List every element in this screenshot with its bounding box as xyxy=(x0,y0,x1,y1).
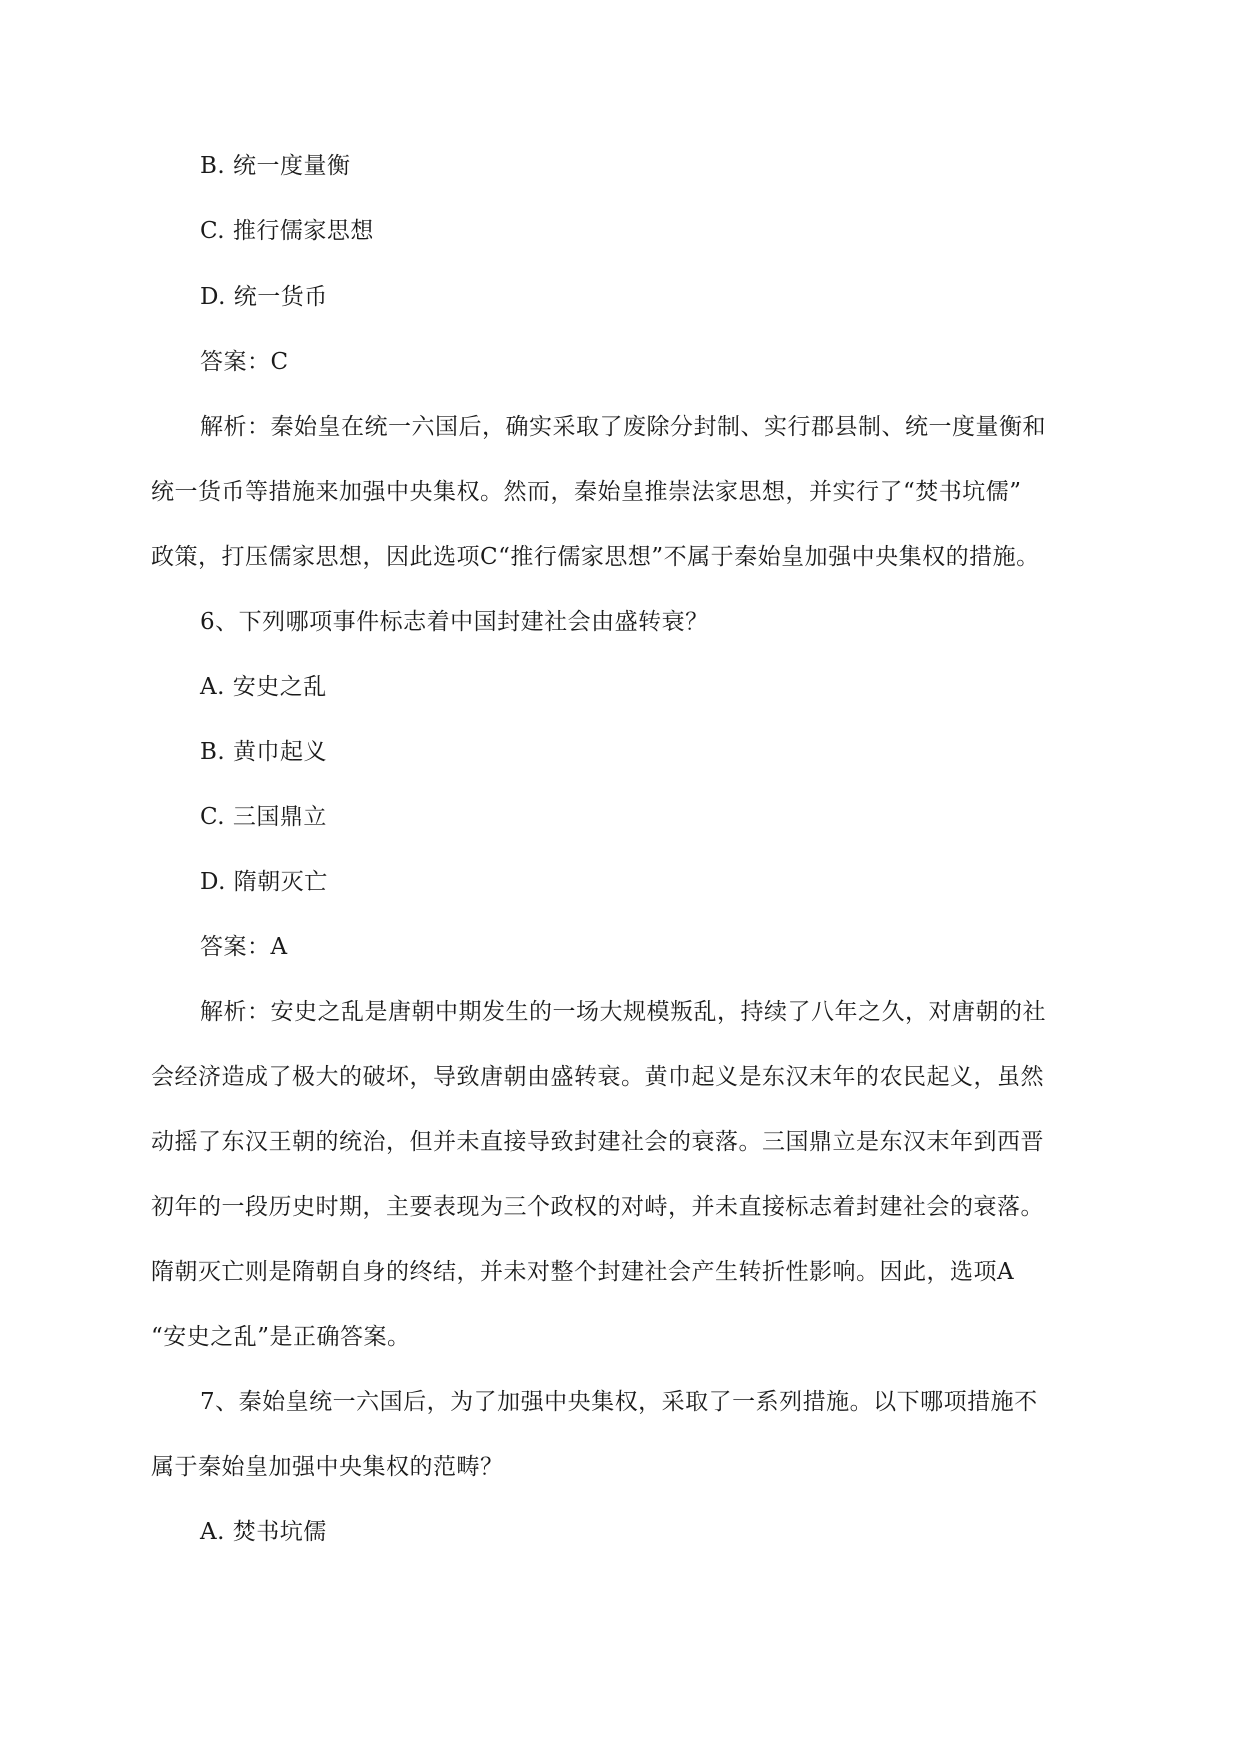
q7-question-line-2: 属于秦始皇加强中央集权的范畴？ xyxy=(151,1454,504,1480)
q6-analysis-line-5: 隋朝灭亡则是隋朝自身的终结，并未对整个封建社会产生转折性影响。因此，选项A xyxy=(151,1259,1015,1285)
q6-analysis-line-6: “安史之乱”是正确答案。 xyxy=(151,1324,411,1350)
q6-analysis-line-1: 解析：安史之乱是唐朝中期发生的一场大规模叛乱，持续了八年之久，对唐朝的社 xyxy=(200,999,1046,1025)
q5-option-c: C. 推行儒家思想 xyxy=(200,218,374,244)
q6-analysis-line-3: 动摇了东汉王朝的统治，但并未直接导致封建社会的衰落。三国鼎立是东汉末年到西晋 xyxy=(151,1129,1044,1155)
q5-analysis-line-2: 统一货币等措施来加强中央集权。然而，秦始皇推崇法家思想，并实行了“焚书坑儒” xyxy=(151,479,1022,505)
q6-analysis-line-2: 会经济造成了极大的破坏，导致唐朝由盛转衰。黄巾起义是东汉末年的农民起义，虽然 xyxy=(151,1064,1044,1090)
q5-analysis-line-3: 政策，打压儒家思想，因此选项C“推行儒家思想”不属于秦始皇加强中央集权的措施。 xyxy=(151,544,1040,570)
q6-option-d: D. 隋朝灭亡 xyxy=(200,869,328,895)
q5-option-b: B. 统一度量衡 xyxy=(200,153,351,179)
q7-option-a: A. 焚书坑儒 xyxy=(200,1519,327,1545)
q6-option-b: B. 黄巾起义 xyxy=(200,739,328,765)
q6-option-c: C. 三国鼎立 xyxy=(200,804,327,830)
q5-analysis-line-1: 解析：秦始皇在统一六国后，确实采取了废除分封制、实行郡县制、统一度量衡和 xyxy=(200,414,1046,440)
q6-analysis-line-4: 初年的一段历史时期，主要表现为三个政权的对峙，并未直接标志着封建社会的衰落。 xyxy=(151,1194,1044,1220)
q5-option-d: D. 统一货币 xyxy=(200,284,328,310)
q6-answer: 答案：A xyxy=(200,934,288,960)
q7-question-line-1: 7、秦始皇统一六国后，为了加强中央集权，采取了一系列措施。以下哪项措施不 xyxy=(200,1389,1038,1415)
q6-question: 6、下列哪项事件标志着中国封建社会由盛转衰？ xyxy=(200,609,709,635)
q6-option-a: A. 安史之乱 xyxy=(200,674,327,700)
q5-answer: 答案：C xyxy=(200,349,289,375)
